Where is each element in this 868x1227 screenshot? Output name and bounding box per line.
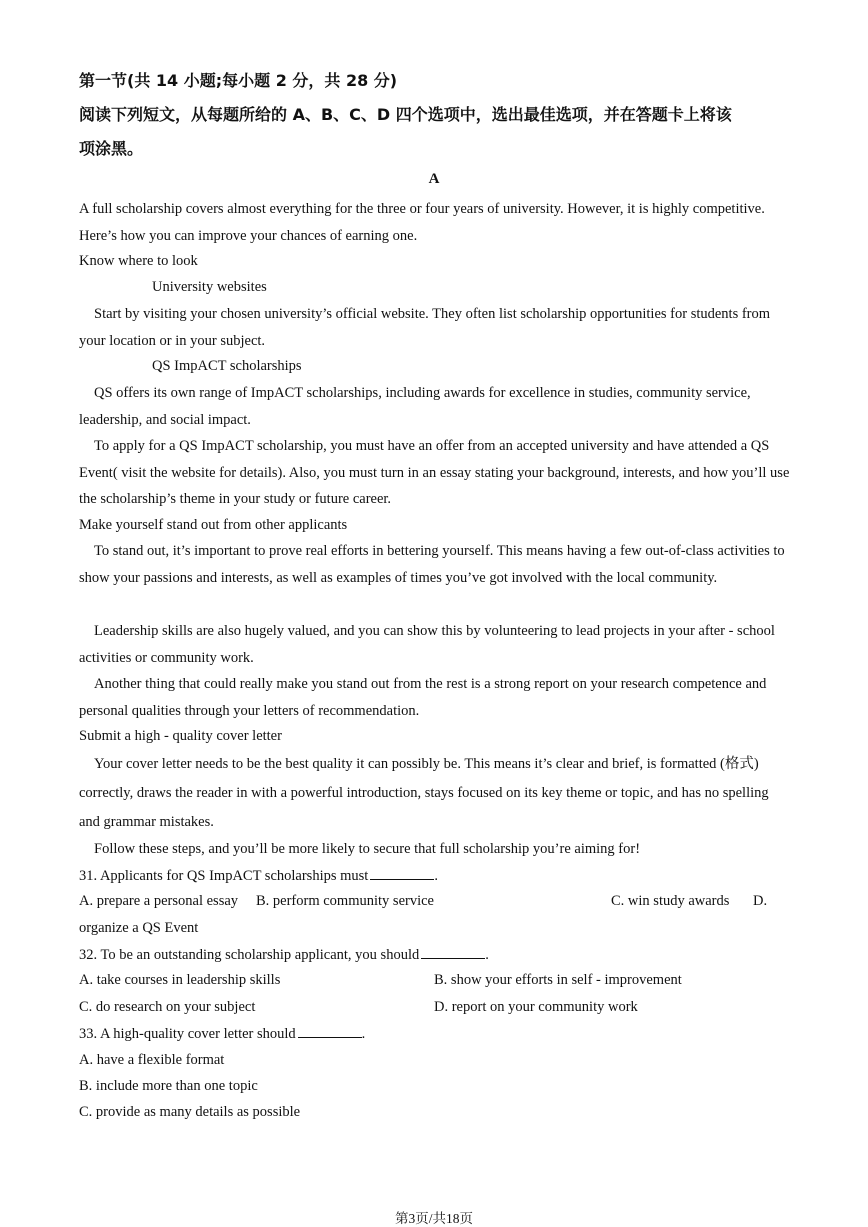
option-31-d-text: organize a QS Event xyxy=(79,920,199,936)
paragraph-standout-3: Another thing that could really make you stand out from the rest is a strong report on your research competence and personal qualities through your letters of recommendation. xyxy=(79,676,767,719)
passage-intro: A full scholarship covers almost everything for the three or four years of university. However, it is highly competitive. Here’s how you can improve your chances of earning one. xyxy=(79,201,765,244)
option-32-d: D. report on your community work xyxy=(434,999,638,1015)
question-31-text: 31. Applicants for QS ImpACT scholarships must xyxy=(79,868,369,884)
option-32-a: A. take courses in leadership skills xyxy=(79,972,281,988)
answer-blank xyxy=(421,946,485,959)
passage-label: A xyxy=(428,171,440,187)
option-31-c: C. win study awards xyxy=(611,893,730,909)
heading-know-where: Know where to look xyxy=(79,253,198,269)
section-instruction-line1: 阅读下列短文，从每题所给的 A、B、C、D 四个选项中，选出最佳选项，并在答题卡上将该 xyxy=(79,105,732,124)
question-31-end: . xyxy=(434,868,438,884)
question-33-stem xyxy=(79,1025,365,1043)
option-33-b: B. include more than one topic xyxy=(79,1078,258,1094)
paragraph-final: Follow these steps, and you’ll be more likely to secure that full scholarship you’re aiming for! xyxy=(94,841,641,857)
question-33-text: 33. A high-quality cover letter should xyxy=(79,1026,296,1042)
option-32-c: C. do research on your subject xyxy=(79,999,256,1015)
subheading-university-websites: University websites xyxy=(152,279,267,295)
option-32-b: B. show your efforts in self - improvement xyxy=(434,972,682,988)
question-32-stem xyxy=(79,946,489,964)
heading-stand-out: Make yourself stand out from other applicants xyxy=(79,517,348,533)
paragraph-websites: Start by visiting your chosen university’s official website. They often list scholarship opportunities for students from your location or in your subject. xyxy=(79,306,771,349)
page-footer: 第3页/共18页 xyxy=(394,1211,473,1226)
option-31-d-letter: D. xyxy=(753,893,768,909)
paragraph-cover-letter: Your cover letter needs to be the best quality it can possibly be. This means it’s clear and brief, is formatted (格式) correctly, draws the reader in with a powerful introduction, stays focused on its key theme or topic, and has no spelling and grammar mistakes. xyxy=(79,756,769,830)
option-33-a: A. have a flexible format xyxy=(79,1052,225,1068)
subheading-qs-impact: QS ImpACT scholarships xyxy=(152,358,302,374)
section-title: 第一节(共 14 小题;每小题 2 分，共 28 分) xyxy=(79,71,398,90)
answer-blank xyxy=(298,1025,362,1038)
question-31-stem xyxy=(79,867,438,885)
question-33-end: . xyxy=(361,1026,366,1042)
section-instruction-line2: 项涂黑。 xyxy=(79,139,144,158)
paragraph-qs-2: To apply for a QS ImpACT scholarship, you must have an offer from an accepted university and have attended a QS Event( visit the website for details). Also, you must turn in an essay stating your background, interests, and how you’ll use the scholarship’s theme in your study or future career. xyxy=(79,438,790,507)
question-32-end: . xyxy=(485,947,489,963)
option-31-a: A. prepare a personal essay xyxy=(79,893,239,909)
option-33-c: C. provide as many details as possible xyxy=(79,1104,301,1120)
paragraph-qs-1: QS offers its own range of ImpACT scholarships, including awards for excellence in studies, community service, leadership, and social impact. xyxy=(79,385,751,428)
paragraph-standout-1: To stand out, it’s important to prove real efforts in bettering yourself. This means having a few out-of-class activities to show your passions and interests, as well as examples of times you’ve got involved with the local community. xyxy=(79,543,785,586)
option-31-b: B. perform community service xyxy=(256,893,434,909)
paragraph-standout-2: Leadership skills are also hugely valued, and you can show this by volunteering to lead projects in your after - school activities or community work. xyxy=(79,623,775,666)
question-32-text: 32. To be an outstanding scholarship applicant, you should xyxy=(79,947,420,963)
answer-blank xyxy=(370,867,434,880)
heading-cover-letter: Submit a high - quality cover letter xyxy=(79,728,282,744)
